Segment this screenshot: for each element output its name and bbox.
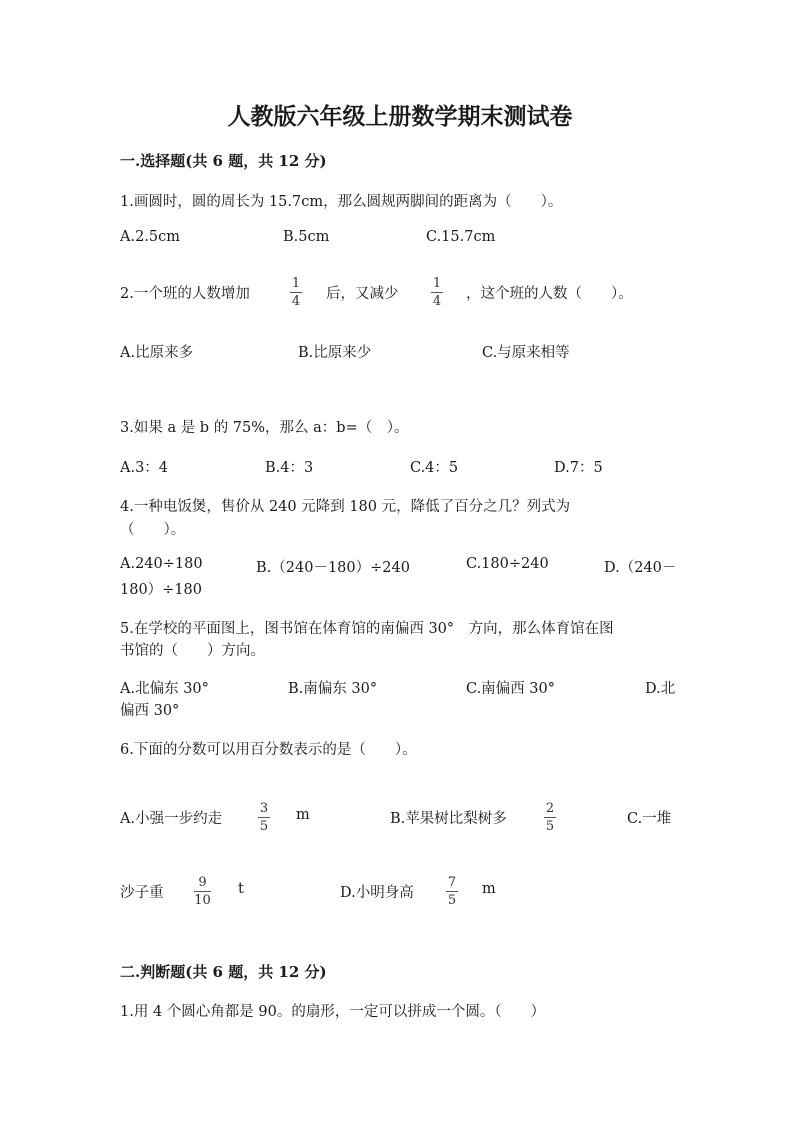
fraction-numerator: 2 [545,801,555,816]
q5-option-a: A.北偏东 30° [120,681,209,697]
q6-option-c-wrap: 沙子重 [120,885,164,901]
q4-option-d: D.（240－ [604,560,677,576]
question-1-stem: 1.画圆时，圆的周长为 15.7cm，那么圆规两脚间的距离为（ ）。 [120,194,563,210]
question-2-stem-c: ，这个班的人数（ ）。 [466,286,633,302]
fraction-denominator: 5 [545,819,555,834]
fraction-bar [446,891,458,892]
q2-option-c: C.与原来相等 [482,345,570,361]
question-6-stem: 6.下面的分数可以用百分数表示的是（ ）。 [120,742,417,758]
question-4-stem-line1: 4.一种电饭煲，售价从 240 元降到 180 元，降低了百分之几？列式为 [120,499,571,515]
fraction-numerator: 7 [447,875,457,890]
q4-option-c: C.180÷240 [466,556,549,572]
q2-fraction-2 [431,276,443,309]
q5-option-d-wrap: 偏西 30° [120,703,180,719]
question-2-stem-a: 2.一个班的人数增加 [120,286,250,302]
q6-option-a-unit: m [296,807,310,823]
fraction-bar [290,292,302,293]
section-heading-choice: 一.选择题(共 6 题，共 12 分) [120,152,327,170]
q6-option-c-text: C.一堆 [627,811,672,827]
question-4-stem-line2: （ ）。 [120,522,186,538]
judgement-question-1-stem: 1.用 4 个圆心角都是 90。的扇形，一定可以拼成一个圆。（ ） [120,1004,546,1020]
q6-option-d-text: D.小明身高 [340,885,414,901]
q4-option-d-wrap: 180）÷180 [120,582,203,598]
q1-option-c: C.15.7cm [426,229,496,245]
q6-option-b-fraction [544,801,556,834]
q3-option-c: C.4：5 [410,460,459,476]
fraction-bar [544,817,556,818]
q6-option-d-fraction [446,875,458,908]
q1-option-a: A.2.5cm [120,229,181,245]
question-2-stem-b: 后，又减少 [326,286,399,302]
q5-option-d: D.北 [645,681,676,697]
q6-option-a-text: A.小强一步约走 [120,811,223,827]
fraction-numerator: 9 [198,875,207,890]
fraction-numerator: 3 [259,801,269,816]
q4-option-b: B.（240－180）÷240 [256,560,410,576]
q6-option-a-fraction [258,801,270,834]
q4-option-a: A.240÷180 [120,556,203,572]
q3-option-b: B.4：3 [265,460,314,476]
q6-option-c-fraction [194,875,211,908]
q5-option-b: B.南偏东 30° [288,681,378,697]
question-5-stem-line2: 书馆的（ ）方向。 [120,643,265,659]
fraction-denominator: 5 [447,893,457,908]
q1-option-b: B.5cm [283,229,330,245]
fraction-bar [258,817,270,818]
fraction-bar [431,292,443,293]
question-5-stem-line1: 5.在学校的平面图上，图书馆在体育馆的南偏西 30° 方向，那么体育馆在图 [120,621,614,637]
q2-option-a: A.比原来多 [120,345,194,361]
page-title: 人教版六年级上册数学期末测试卷 [227,103,573,130]
q3-option-d: D.7：5 [554,460,603,476]
fraction-numerator: 1 [291,276,301,291]
q2-option-b: B.比原来少 [298,345,372,361]
fraction-bar [194,891,211,892]
q6-option-c-unit: t [238,881,244,897]
question-3-stem: 3.如果 a 是 b 的 75%，那么 a：b=（ ）。 [120,420,409,436]
fraction-denominator: 5 [259,819,269,834]
q5-option-c: C.南偏西 30° [466,681,555,697]
q6-option-b-text: B.苹果树比梨树多 [390,811,507,827]
q6-option-d-unit: m [482,881,496,897]
fraction-denominator: 4 [432,294,442,309]
section-heading-judgement: 二.判断题(共 6 题，共 12 分) [120,963,327,981]
fraction-numerator: 1 [432,276,442,291]
fraction-denominator: 10 [194,893,211,908]
q3-option-a: A.3：4 [120,460,169,476]
fraction-denominator: 4 [291,294,301,309]
q2-fraction-1 [290,276,302,309]
